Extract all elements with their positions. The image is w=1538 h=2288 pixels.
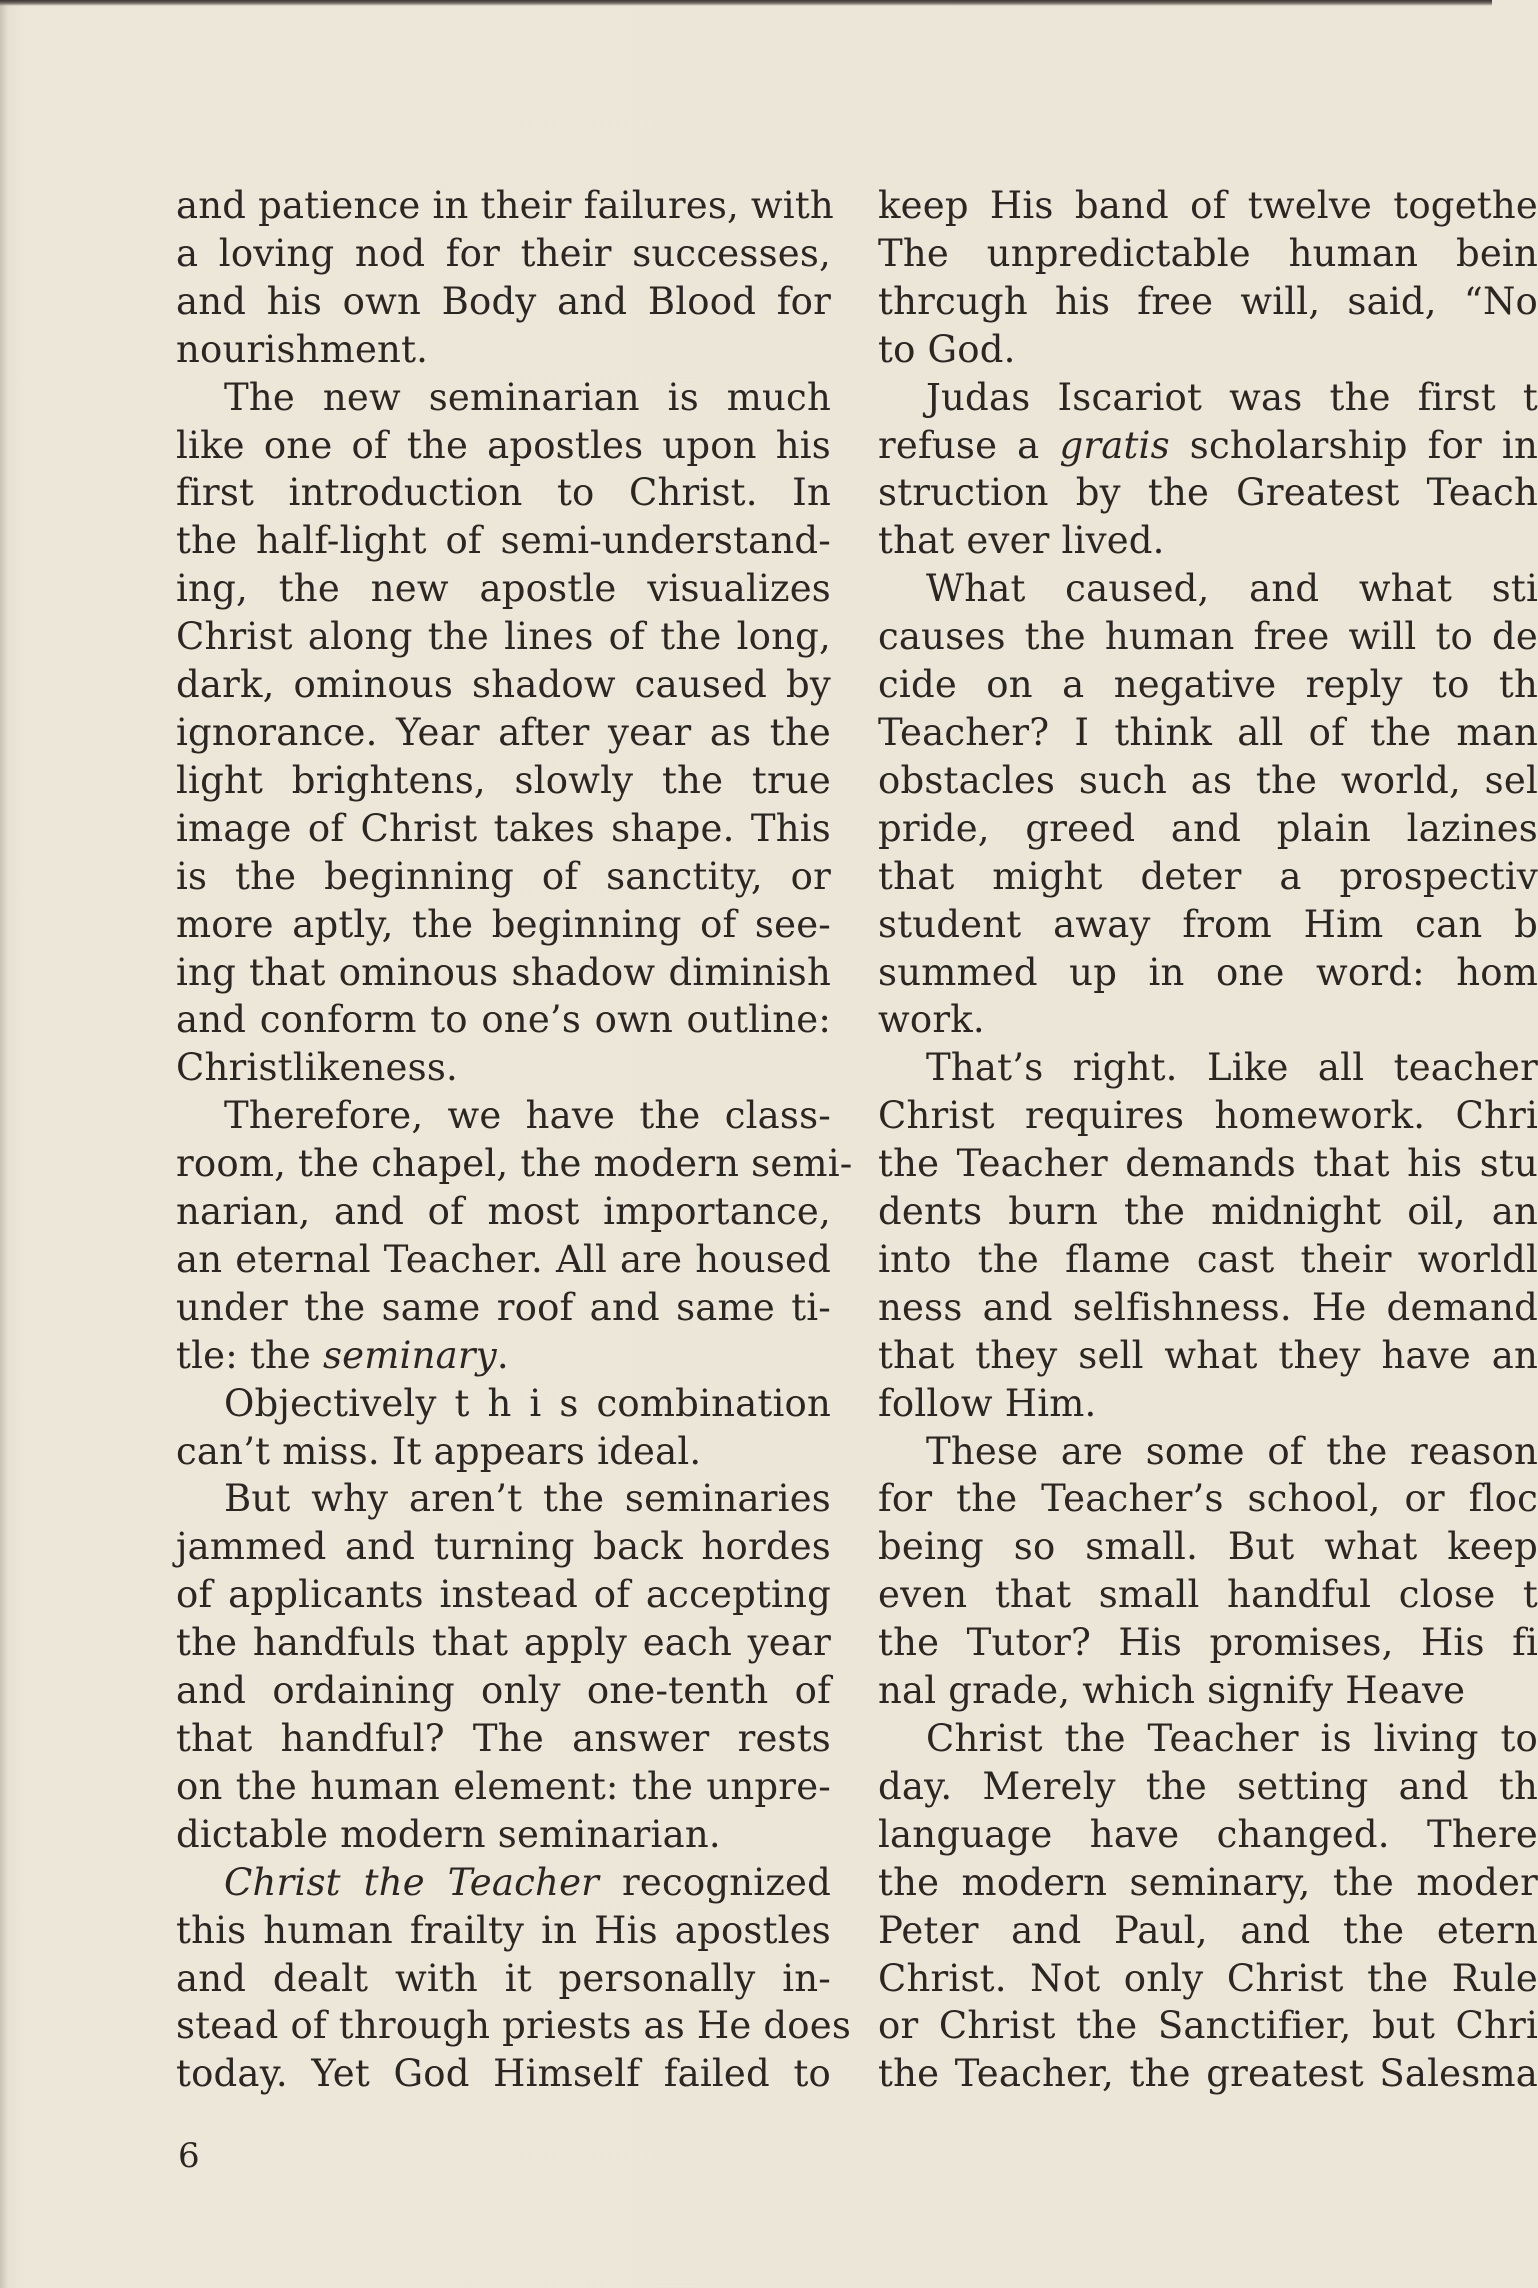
left-column-text-line: But why aren’t the seminaries (224, 1477, 831, 1521)
right-column-text-line: that they sell what they have an (878, 1333, 1538, 1377)
left-column-text-line: the handfuls that apply each year (176, 1621, 831, 1665)
left-column-text-line: dictable modern seminarian. (176, 1812, 721, 1856)
left-column-text-line: on the human element: the unpre- (176, 1764, 831, 1808)
left-column-text-line: ignorance. Year after year as the (176, 710, 831, 754)
left-column-text-line: and patience in their failures, with (176, 184, 834, 227)
page-number: 6 (178, 2136, 200, 2176)
left-column-text-line: Therefore, we have the class- (224, 1094, 831, 1138)
left-column-text-line: can’t miss. It appears ideal. (176, 1429, 702, 1473)
left-column-text-line: Objectively t h i s combination (224, 1381, 831, 1425)
right-column-text-line: even that small handful close t (878, 1573, 1538, 1617)
right-column-text-line: for the Teacher’s school, or floc (878, 1477, 1538, 1521)
right-column-text-line: follow Him. (878, 1381, 1097, 1425)
left-column-text-line: Christ along the lines of the long, (176, 615, 831, 659)
left-column-text-line: nourishment. (176, 327, 429, 371)
right-column-text-line: Judas Iscariot was the first t (926, 375, 1538, 419)
left-column-text-line: first introduction to Christ. In (176, 471, 831, 515)
right-column-text-line: Christ. Not only Christ the Rule (878, 1956, 1538, 2000)
right-column-text-line: obstacles such as the world, sel (878, 758, 1538, 802)
left-column-text-line: room, the chapel, the modern semi- (176, 1142, 853, 1186)
right-column-text-line: that might deter a prospectiv (878, 854, 1538, 898)
right-column-text-line: struction by the Greatest Teach (878, 471, 1538, 515)
left-column-text-line: that handful? The answer rests (176, 1717, 831, 1760)
left-column-text-line: jammed and turning back hordes (176, 1525, 831, 1569)
left-column-text-line: light brightens, slowly the true (176, 758, 831, 802)
right-text-column (878, 182, 1538, 2098)
right-column-text-line: the Teacher, the greatest Salesma (878, 2052, 1538, 2096)
left-column-text-line: Christlikeness. (176, 1046, 458, 1090)
left-column-text-line: an eternal Teacher. All are housed (176, 1237, 831, 1281)
left-column-text-line: and dealt with it personally in- (176, 1956, 831, 2000)
right-column-text-line: that ever lived. (878, 519, 1165, 563)
left-column-text-line: more aptly, the beginning of see- (176, 902, 831, 946)
page-top-edge (0, 0, 1492, 6)
right-column-text-line: These are some of the reason (926, 1429, 1538, 1473)
right-column-text-line: or Christ the Sanctifier, but Chri (878, 2004, 1538, 2048)
right-column-text-line: summed up in one word: hom (878, 950, 1538, 994)
right-column-text-line: into the flame cast their worldl (878, 1237, 1538, 1281)
left-column-text-line: and ordaining only one-tenth of (176, 1669, 831, 1713)
left-column-text-line: dark, ominous shadow caused by (176, 663, 831, 707)
right-column-text-line: Christ the Teacher is living to (926, 1717, 1538, 1760)
left-column-text-line: Christ the Teacher recognized (224, 1860, 831, 1904)
right-column-text-line: nal grade, which signify Heave (878, 1669, 1466, 1713)
right-column-text-line: dents burn the midnight oil, an (878, 1190, 1538, 1234)
left-column-text-line: The new seminarian is much (224, 375, 831, 419)
right-column-text-line: cide on a negative reply to th (878, 663, 1538, 707)
left-column-text-line: of applicants instead of accepting (176, 1573, 831, 1617)
right-column-text-line: language have changed. There (878, 1812, 1538, 1856)
right-column-text-line: to God. (878, 327, 1016, 371)
right-column-text-line: pride, greed and plain lazines (878, 806, 1538, 850)
left-column-text-line: like one of the apostles upon his (176, 423, 831, 467)
right-column-text-line: the modern seminary, the moder (878, 1860, 1538, 1904)
left-column-text-line: today. Yet God Himself failed to (176, 2052, 831, 2096)
right-column-text-line: Christ requires homework. Chri (878, 1094, 1538, 1138)
left-column-text-line: tle: the seminary. (176, 1333, 509, 1377)
right-column-text-line: the Tutor? His promises, His fi (878, 1621, 1538, 1665)
right-column-text-line: Peter and Paul, and the etern (878, 1908, 1538, 1952)
right-column-text-line: The unpredictable human bein (878, 231, 1538, 275)
left-column-text-line: the half-light of semi-understand- (176, 519, 831, 563)
right-column-text-line: causes the human free will to de (878, 615, 1538, 659)
left-column-text-line: stead of through priests as He does (176, 2004, 852, 2048)
right-column-text-line: ness and selfishness. He demand (878, 1285, 1538, 1329)
left-column-text-line: and his own Body and Blood for (176, 279, 831, 323)
left-text-column (176, 182, 853, 2098)
left-column-text-line: image of Christ takes shape. This (176, 806, 831, 850)
left-column-text-line: is the beginning of sanctity, or (176, 854, 831, 898)
right-column-text-line: day. Merely the setting and th (878, 1764, 1538, 1808)
right-column-text-line: the Teacher demands that his stu (878, 1142, 1538, 1186)
left-column-text-line: ing, the new apostle visualizes (176, 567, 831, 611)
left-column-text-line: this human frailty in His apostles (176, 1908, 831, 1952)
right-column-text-line: refuse a gratis scholarship for in (878, 423, 1538, 467)
right-column-text-line: That’s right. Like all teacher (926, 1046, 1538, 1090)
right-column-text-line: student away from Him can b (878, 902, 1538, 946)
right-column-text-line: Teacher? I think all of the man (878, 710, 1538, 754)
left-column-text-line: under the same roof and same ti- (176, 1285, 831, 1329)
right-column-text-line: keep His band of twelve togethe (878, 184, 1538, 227)
right-column-text-line: thrcugh his free will, said, “No (878, 279, 1538, 323)
right-column-text-line: What caused, and what sti (926, 567, 1538, 611)
left-column-text-line: narian, and of most importance, (176, 1190, 831, 1234)
right-column-text-line: work. (878, 998, 985, 1042)
left-column-text-line: a loving nod for their successes, (176, 231, 831, 275)
right-column-text-line: being so small. But what keep (878, 1525, 1538, 1569)
left-column-text-line: and conform to one’s own outline: (176, 998, 831, 1042)
left-column-text-line: ing that ominous shadow diminish (176, 950, 831, 994)
